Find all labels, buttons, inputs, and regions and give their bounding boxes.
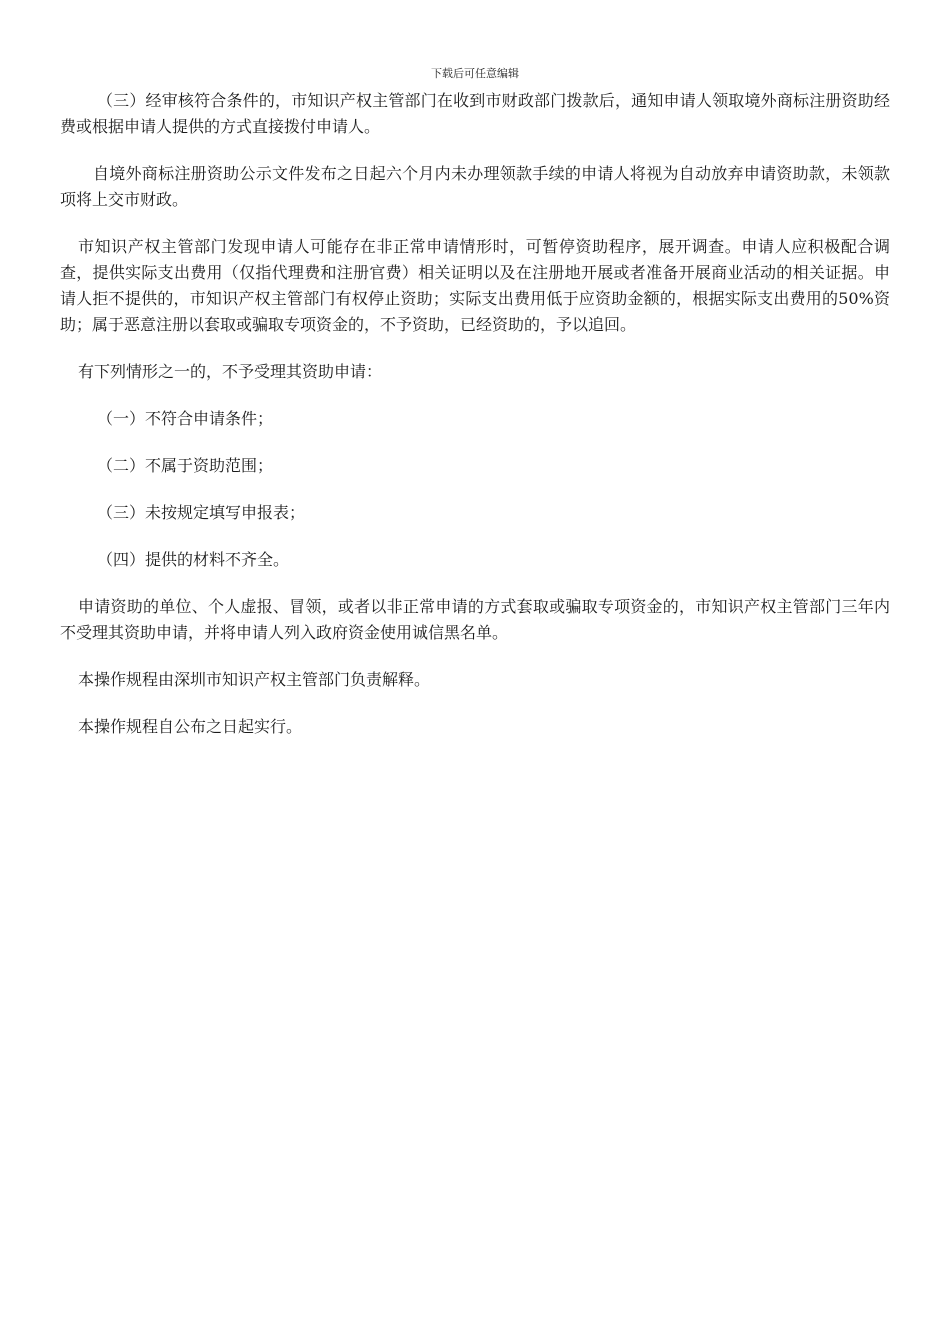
list-item-rejection-3: （三）未按规定填写申报表； (97, 503, 306, 522)
paragraph-investigation: 市知识产权主管部门发现申请人可能存在非正常申请情形时，可暂停资助程序，展开调查。申请人应积极配合调查，提供实际支出费用（仅指代理费和注册官费）相关证明以及在注册地开展或者准备开展商业活动的相关证据。申请人拒不提供的，市知识产权主管部门有权停止资助；实际支出费用低于应资助金额的，根据实际支出费用的50%资助；属于恶意注册以套取或骗取专项资金的，不予资助，已经资助的，予以追回。 (60, 237, 890, 334)
list-item-rejection-2: （二）不属于资助范围； (97, 456, 274, 475)
document-body (60, 88, 890, 761)
list-item-rejection-1: （一）不符合申请条件； (97, 409, 274, 428)
paragraph-effective-date: 本操作规程自公布之日起实行。 (78, 717, 303, 736)
paragraph-interpretation: 本操作规程由深圳市知识产权主管部门负责解释。 (78, 670, 431, 689)
page-header-note: 下载后可任意编辑 (431, 67, 519, 80)
paragraph-deadline: 自境外商标注册资助公示文件发布之日起六个月内未办理领款手续的申请人将视为自动放弃申请资助款，未领款项将上交市财政。 (60, 164, 890, 209)
paragraph-disbursement: （三）经审核符合条件的，市知识产权主管部门在收到市财政部门拨款后，通知申请人领取境外商标注册资助经费或根据申请人提供的方式直接拨付申请人。 (60, 91, 890, 136)
paragraph-penalty: 申请资助的单位、个人虚报、冒领，或者以非正常申请的方式套取或骗取专项资金的，市知识产权主管部门三年内不受理其资助申请，并将申请人列入政府资金使用诚信黑名单。 (60, 597, 890, 642)
list-item-rejection-4: （四）提供的材料不齐全。 (97, 550, 290, 569)
paragraph-rejection-intro: 有下列情形之一的，不予受理其资助申请： (78, 362, 383, 381)
